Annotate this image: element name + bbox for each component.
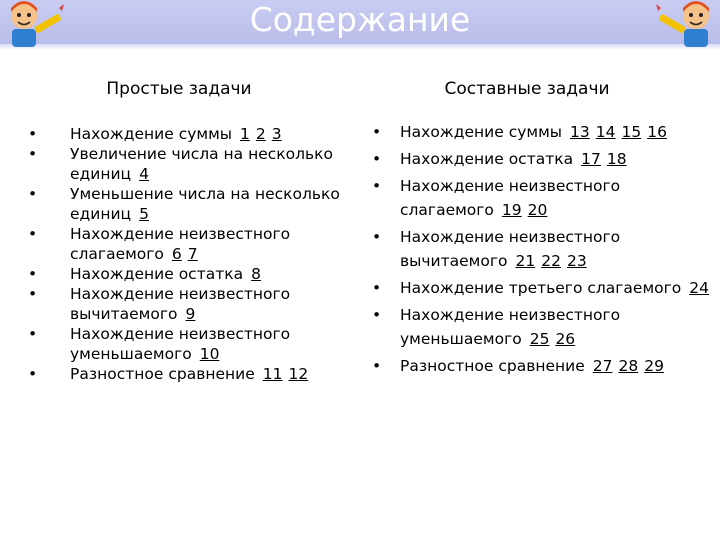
slide-link[interactable]: 10 [199,345,220,363]
slide-link[interactable]: 5 [139,205,149,223]
slide-link[interactable]: 28 [618,357,639,375]
slide-link[interactable]: 8 [251,265,261,283]
slide-link[interactable]: 29 [644,357,664,375]
list-item [372,276,712,300]
slide-links [494,201,547,219]
page-title: Содержание [249,0,471,39]
slide-links [177,305,195,323]
task-label: Нахождение неизвестного вычитаемого [70,285,291,323]
slide-link[interactable]: 4 [139,165,149,183]
bullet-icon: • [372,123,382,141]
task-label: Нахождение остатка [70,265,244,283]
slide-link[interactable]: 23 [566,252,587,270]
slide-links [562,123,667,141]
list-item [28,144,358,184]
slide-link[interactable]: 9 [185,305,196,323]
slide-link[interactable]: 27 [592,357,613,375]
compound-tasks-list [372,120,712,381]
list-item [372,303,712,351]
slide-link[interactable]: 13 [570,123,590,141]
slide-link[interactable]: 21 [515,252,536,270]
bullet-icon: • [372,306,382,324]
simple-tasks-heading: Простые задачи [106,79,252,99]
bullet-icon: • [28,125,38,143]
list-item [372,120,712,144]
list-item [372,174,712,222]
slide-link[interactable]: 14 [595,123,616,141]
slide-links [232,125,282,143]
bullet-icon: • [28,265,38,283]
task-label: Уменьшение числа на несколько единиц [70,185,340,223]
list-item [28,184,358,224]
bullet-icon: • [28,325,38,343]
slide-link[interactable]: 17 [581,150,601,168]
bullet-icon: • [372,228,382,246]
bullet-icon: • [28,185,38,203]
task-label: Разностное сравнение [70,365,255,383]
list-item [372,225,712,273]
task-label: Разностное сравнение [400,357,585,375]
list-item [28,364,358,384]
slide-link[interactable]: 2 [255,125,266,143]
bullet-icon: • [372,177,382,195]
bullet-icon: • [28,145,38,163]
list-item [372,147,712,171]
slide-links [507,252,586,270]
list-item [28,224,358,264]
compound-tasks-heading: Составные задачи [444,79,610,99]
slide-link[interactable]: 20 [527,201,548,219]
task-label: Нахождение третьего слагаемого [400,279,682,297]
bullet-icon: • [28,285,38,303]
slide-links [164,245,198,263]
slide-link[interactable]: 1 [240,125,250,143]
slide-links [585,357,664,375]
task-label: Нахождение суммы [400,123,563,141]
list-item [28,124,358,144]
slide-link[interactable]: 15 [621,123,642,141]
task-label: Нахождение суммы [70,125,233,143]
slide-link[interactable]: 16 [647,123,667,141]
slide-links [681,279,709,297]
slide-link[interactable]: 24 [689,279,709,297]
bullet-icon: • [372,357,382,375]
slide-link[interactable]: 25 [529,330,550,348]
bullet-icon: • [372,279,382,297]
slide-link[interactable]: 11 [262,365,283,383]
slide-links [131,165,149,183]
slide-link[interactable]: 22 [541,252,561,270]
list-item [28,284,358,324]
slide-links [243,265,261,283]
task-label: Нахождение неизвестного слагаемого [400,177,621,219]
simple-tasks-list [28,124,358,384]
slide-links [131,205,149,223]
list-item [372,354,712,378]
task-label: Нахождение неизвестного вычитаемого [400,228,621,270]
slide-link[interactable]: 7 [187,245,198,263]
task-label: Нахождение неизвестного уменьшаемого [70,325,291,363]
slide-link[interactable]: 12 [288,365,309,383]
slide-links [255,365,308,383]
bullet-icon: • [28,225,38,243]
task-label: Нахождение неизвестного уменьшаемого [400,306,621,348]
list-item [28,324,358,364]
slide-links [522,330,575,348]
slide-link[interactable]: 6 [171,245,182,263]
task-label: Нахождение остатка [400,150,574,168]
slide-links [192,345,220,363]
task-label: Увеличение числа на несколько единиц [70,145,334,183]
bullet-icon: • [28,365,38,383]
slide-link[interactable]: 26 [555,330,576,348]
title-bar-shadow [0,44,720,50]
bullet-icon: • [372,150,382,168]
slide-link[interactable]: 18 [606,150,627,168]
slide-link[interactable]: 19 [501,201,522,219]
slide-link[interactable]: 3 [271,125,282,143]
list-item [28,264,358,284]
task-label: Нахождение неизвестного слагаемого [70,225,291,263]
slide-links [573,150,626,168]
